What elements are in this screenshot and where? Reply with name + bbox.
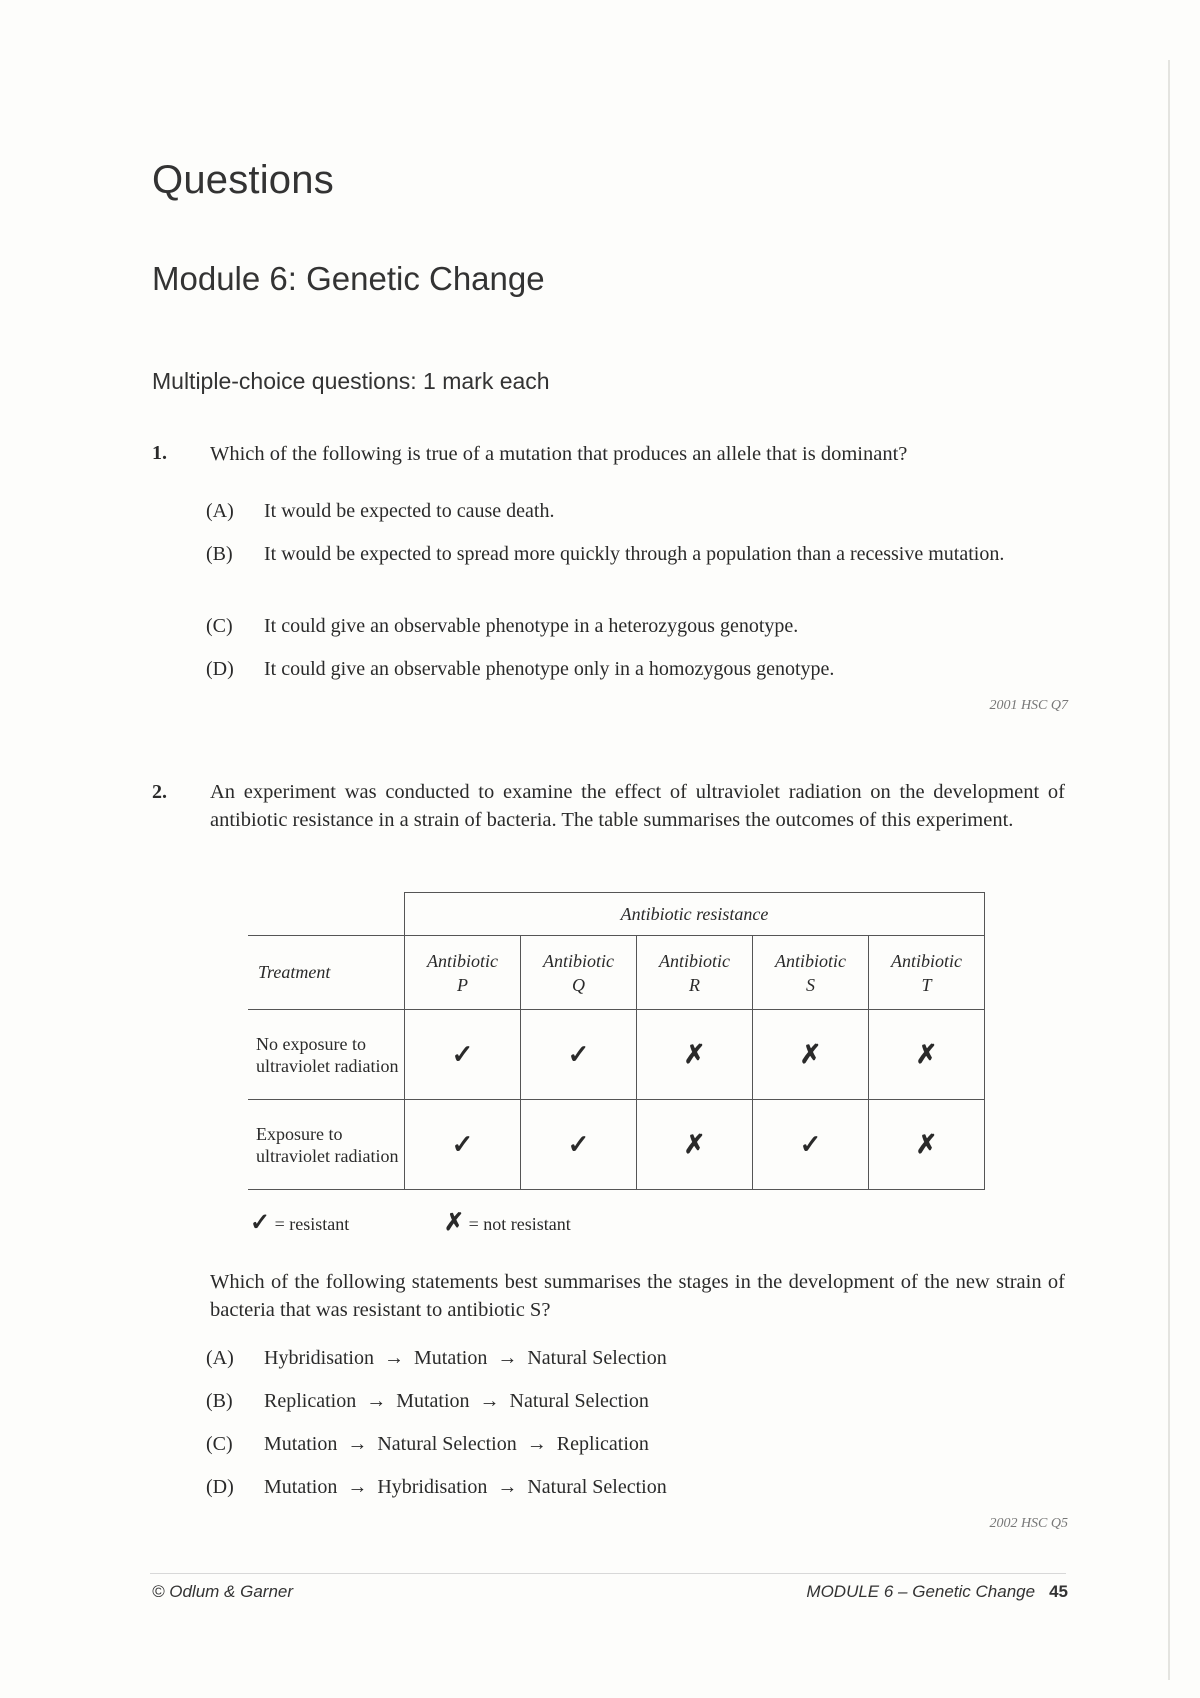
check-icon: ✓	[250, 1210, 271, 1236]
resistance-table	[248, 892, 985, 1190]
antibiotic-header-t	[869, 936, 985, 1010]
antibiotic-letter: P	[457, 974, 468, 995]
option-text: It could give an observable phenotype in a heterozygous genotype.	[264, 615, 799, 637]
page-title: Questions	[152, 158, 334, 202]
module-heading: Module 6: Genetic Change	[152, 260, 545, 297]
question-2-number: 2.	[152, 781, 167, 803]
q2-source: 2002 HSC Q5	[989, 1516, 1068, 1531]
q1-source: 2001 HSC Q7	[989, 698, 1068, 713]
table-corner	[248, 893, 405, 936]
question-2-text: An experiment was conducted to examine the effect of ultraviolet radiation on the development of antibiotic resistance in a strain of bacteria. The table summarises the outcomes of this experiment.	[210, 781, 1065, 831]
antibiotic-name: Antibiotic	[891, 950, 962, 971]
q2-option-c	[206, 1430, 1064, 1458]
page-edge	[1168, 60, 1170, 1680]
q2-option-b	[206, 1387, 1064, 1415]
option-label: (B)	[206, 1390, 233, 1412]
result-mark: ✓	[521, 1010, 637, 1100]
question-2-prompt: Which of the following statements best summarises the stages in the development of the new strain of bacteria that was resistant to antibiotic S?	[210, 1271, 1065, 1321]
row-treatment: No exposure to ultraviolet radiation	[248, 1010, 405, 1100]
antibiotic-letter: S	[806, 974, 815, 995]
antibiotic-header-q	[521, 936, 637, 1010]
result-mark: ✓	[521, 1100, 637, 1190]
antibiotic-name: Antibiotic	[775, 950, 846, 971]
treatment-header: Treatment	[248, 936, 405, 1010]
page-number: 45	[1049, 1582, 1068, 1601]
row-treatment: Exposure to ultraviolet radiation	[248, 1100, 405, 1190]
antibiotic-name: Antibiotic	[543, 950, 614, 971]
q1-option-d	[206, 655, 1064, 683]
antibiotic-name: Antibiotic	[659, 950, 730, 971]
footer-divider	[150, 1573, 1066, 1574]
result-mark: ✗	[637, 1010, 753, 1100]
section-heading: Multiple-choice questions: 1 mark each	[152, 368, 550, 394]
option-label: (D)	[206, 1476, 234, 1498]
option-text: It would be expected to cause death.	[264, 500, 555, 522]
footer-module-label: MODULE 6 – Genetic Change	[806, 1582, 1036, 1601]
result-mark: ✓	[405, 1010, 521, 1100]
option-label: (A)	[206, 1347, 234, 1369]
legend-text: = not resistant	[468, 1214, 571, 1234]
table-group-header: Antibiotic resistance	[405, 893, 985, 936]
option-label: (C)	[206, 615, 233, 637]
option-label: (C)	[206, 1433, 233, 1455]
option-text: Replication → Mutation → Natural Selection	[264, 1390, 649, 1412]
result-mark: ✓	[753, 1100, 869, 1190]
option-text: Mutation → Hybridisation → Natural Selection	[264, 1476, 667, 1498]
option-text: Hybridisation → Mutation → Natural Selection	[264, 1347, 667, 1369]
result-mark: ✗	[869, 1010, 985, 1100]
antibiotic-letter: T	[921, 974, 932, 995]
legend-text: = resistant	[274, 1214, 350, 1234]
option-text: Mutation → Natural Selection → Replication	[264, 1433, 649, 1455]
table-row	[248, 1010, 985, 1100]
question-1-text: Which of the following is true of a mutation that produces an allele that is dominant?	[210, 443, 908, 465]
result-mark: ✗	[753, 1010, 869, 1100]
footer-copyright: © Odlum & Garner	[152, 1582, 294, 1601]
antibiotic-name: Antibiotic	[427, 950, 498, 971]
antibiotic-header-s	[753, 936, 869, 1010]
result-mark: ✗	[637, 1100, 753, 1190]
option-label: (B)	[206, 543, 233, 565]
result-mark: ✗	[869, 1100, 985, 1190]
q2-option-a	[206, 1344, 1064, 1372]
q1-option-a	[206, 497, 1064, 525]
antibiotic-letter: Q	[572, 974, 585, 995]
result-mark: ✓	[405, 1100, 521, 1190]
legend-resistant	[250, 1208, 349, 1237]
q1-option-c	[206, 612, 1064, 640]
option-text: It could give an observable phenotype only in a homozygous genotype.	[264, 658, 835, 680]
option-label: (D)	[206, 658, 234, 680]
cross-icon: ✗	[444, 1210, 465, 1236]
question-1-number: 1.	[152, 442, 167, 464]
q2-option-d	[206, 1473, 1064, 1501]
q1-option-b	[206, 540, 1064, 568]
legend-not-resistant	[444, 1208, 571, 1237]
antibiotic-header-p	[405, 936, 521, 1010]
antibiotic-header-r	[637, 936, 753, 1010]
option-label: (A)	[206, 500, 234, 522]
antibiotic-letter: R	[689, 974, 700, 995]
option-text: It would be expected to spread more quickly through a population than a recessive mutation.	[264, 543, 1005, 565]
footer-module	[806, 1582, 1068, 1602]
table-row	[248, 1100, 985, 1190]
